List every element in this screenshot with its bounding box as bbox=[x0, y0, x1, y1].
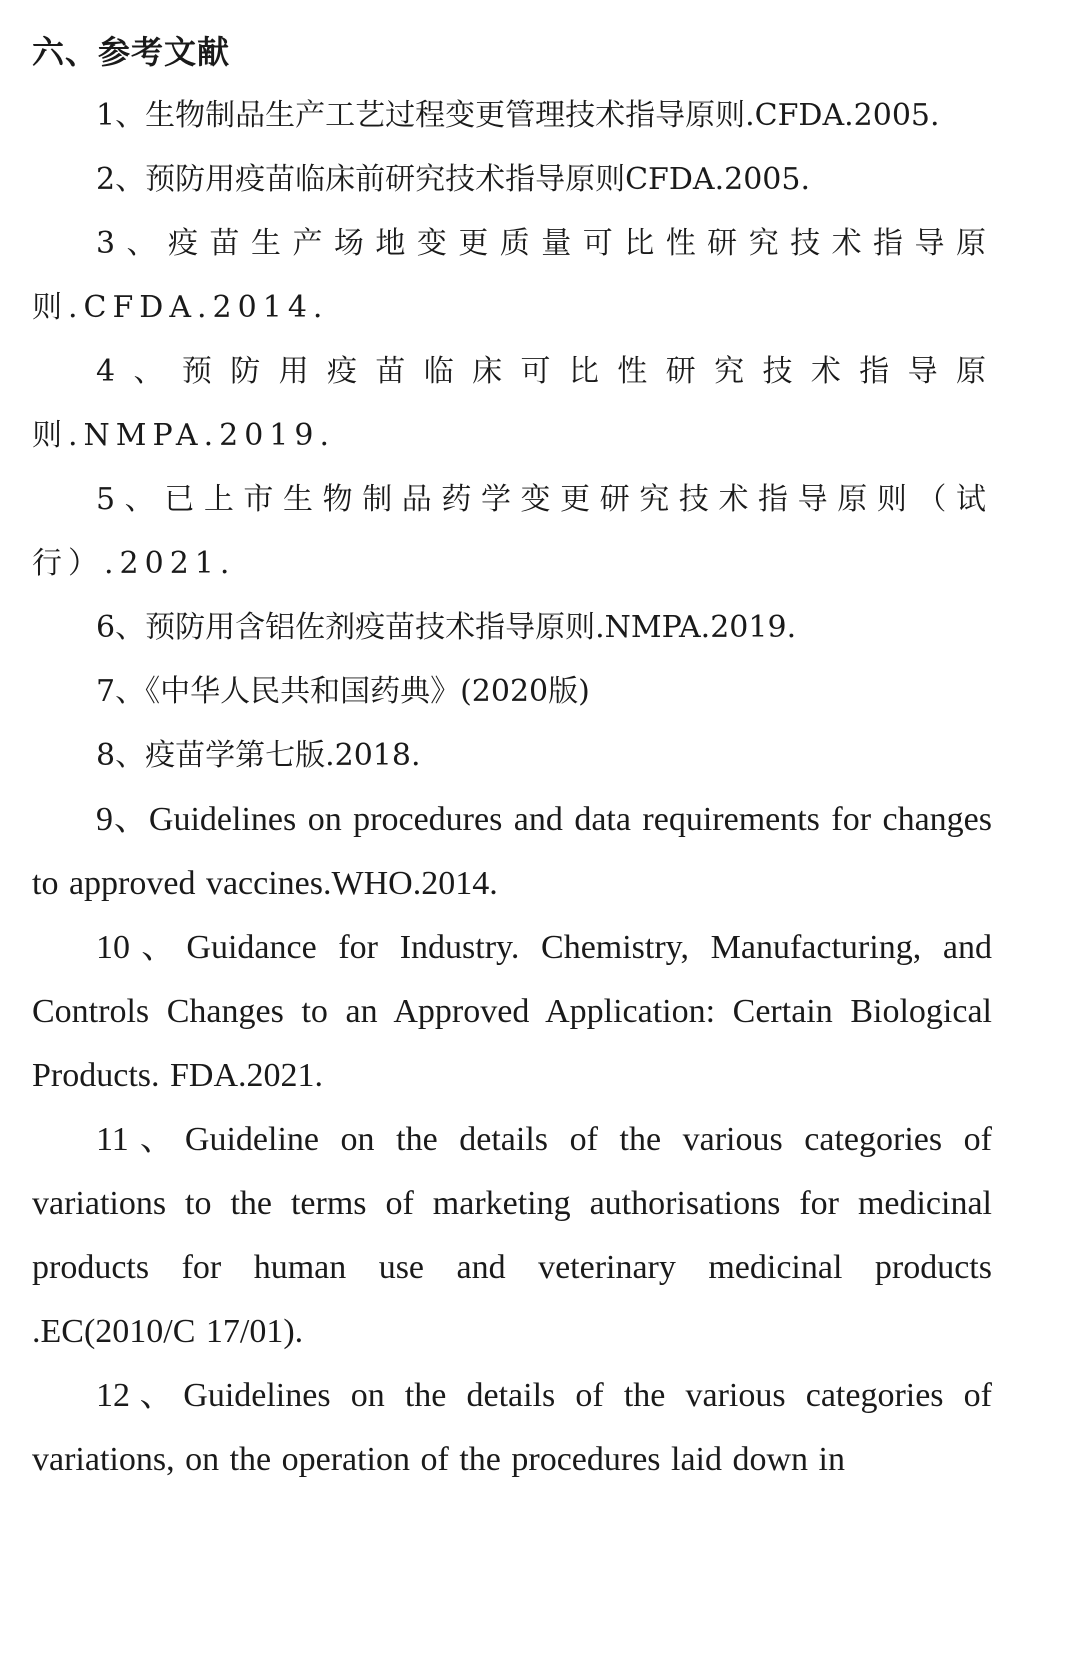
reference-item: 2、预防用疫苗临床前研究技术指导原则CFDA.2005. bbox=[96, 162, 810, 197]
section-heading: 六、参考文献 bbox=[32, 33, 231, 71]
reference-item: 9、Guidelines on procedures and data requirements for changes to approved vaccines.WHO.2014. bbox=[32, 801, 992, 902]
reference-item: 4、预防用疫苗临床可比性研究技术指导原则.NMPA.2019. bbox=[32, 354, 992, 453]
reference-item: 8、疫苗学第七版.2018. bbox=[96, 738, 421, 773]
reference-item: 11、Guideline on the details of the various categories of variations to the terms of marketing authorisations for medicinal products for human use and veterinary medicinal products .EC(2010/C 17/01). bbox=[32, 1121, 992, 1350]
reference-list bbox=[32, 84, 992, 1492]
reference-item: 5、已上市生物制品药学变更研究技术指导原则（试行）.2021. bbox=[32, 482, 992, 581]
reference-item: 7、《中华人民共和国药典》(2020版) bbox=[96, 674, 590, 709]
document-page bbox=[32, 20, 992, 1492]
reference-item: 3、疫苗生产场地变更质量可比性研究技术指导原则.CFDA.2014. bbox=[32, 226, 992, 325]
reference-item: 6、预防用含铝佐剂疫苗技术指导原则.NMPA.2019. bbox=[96, 610, 797, 645]
reference-item: 1、生物制品生产工艺过程变更管理技术指导原则.CFDA.2005. bbox=[96, 98, 940, 133]
reference-item: 12、Guidelines on the details of the various categories of variations, on the operation of the procedures laid down in bbox=[32, 1377, 992, 1478]
reference-item: 10、Guidance for Industry. Chemistry, Manufacturing, and Controls Changes to an Approved Application: Certain Biological Products. FDA.2021. bbox=[32, 929, 992, 1094]
